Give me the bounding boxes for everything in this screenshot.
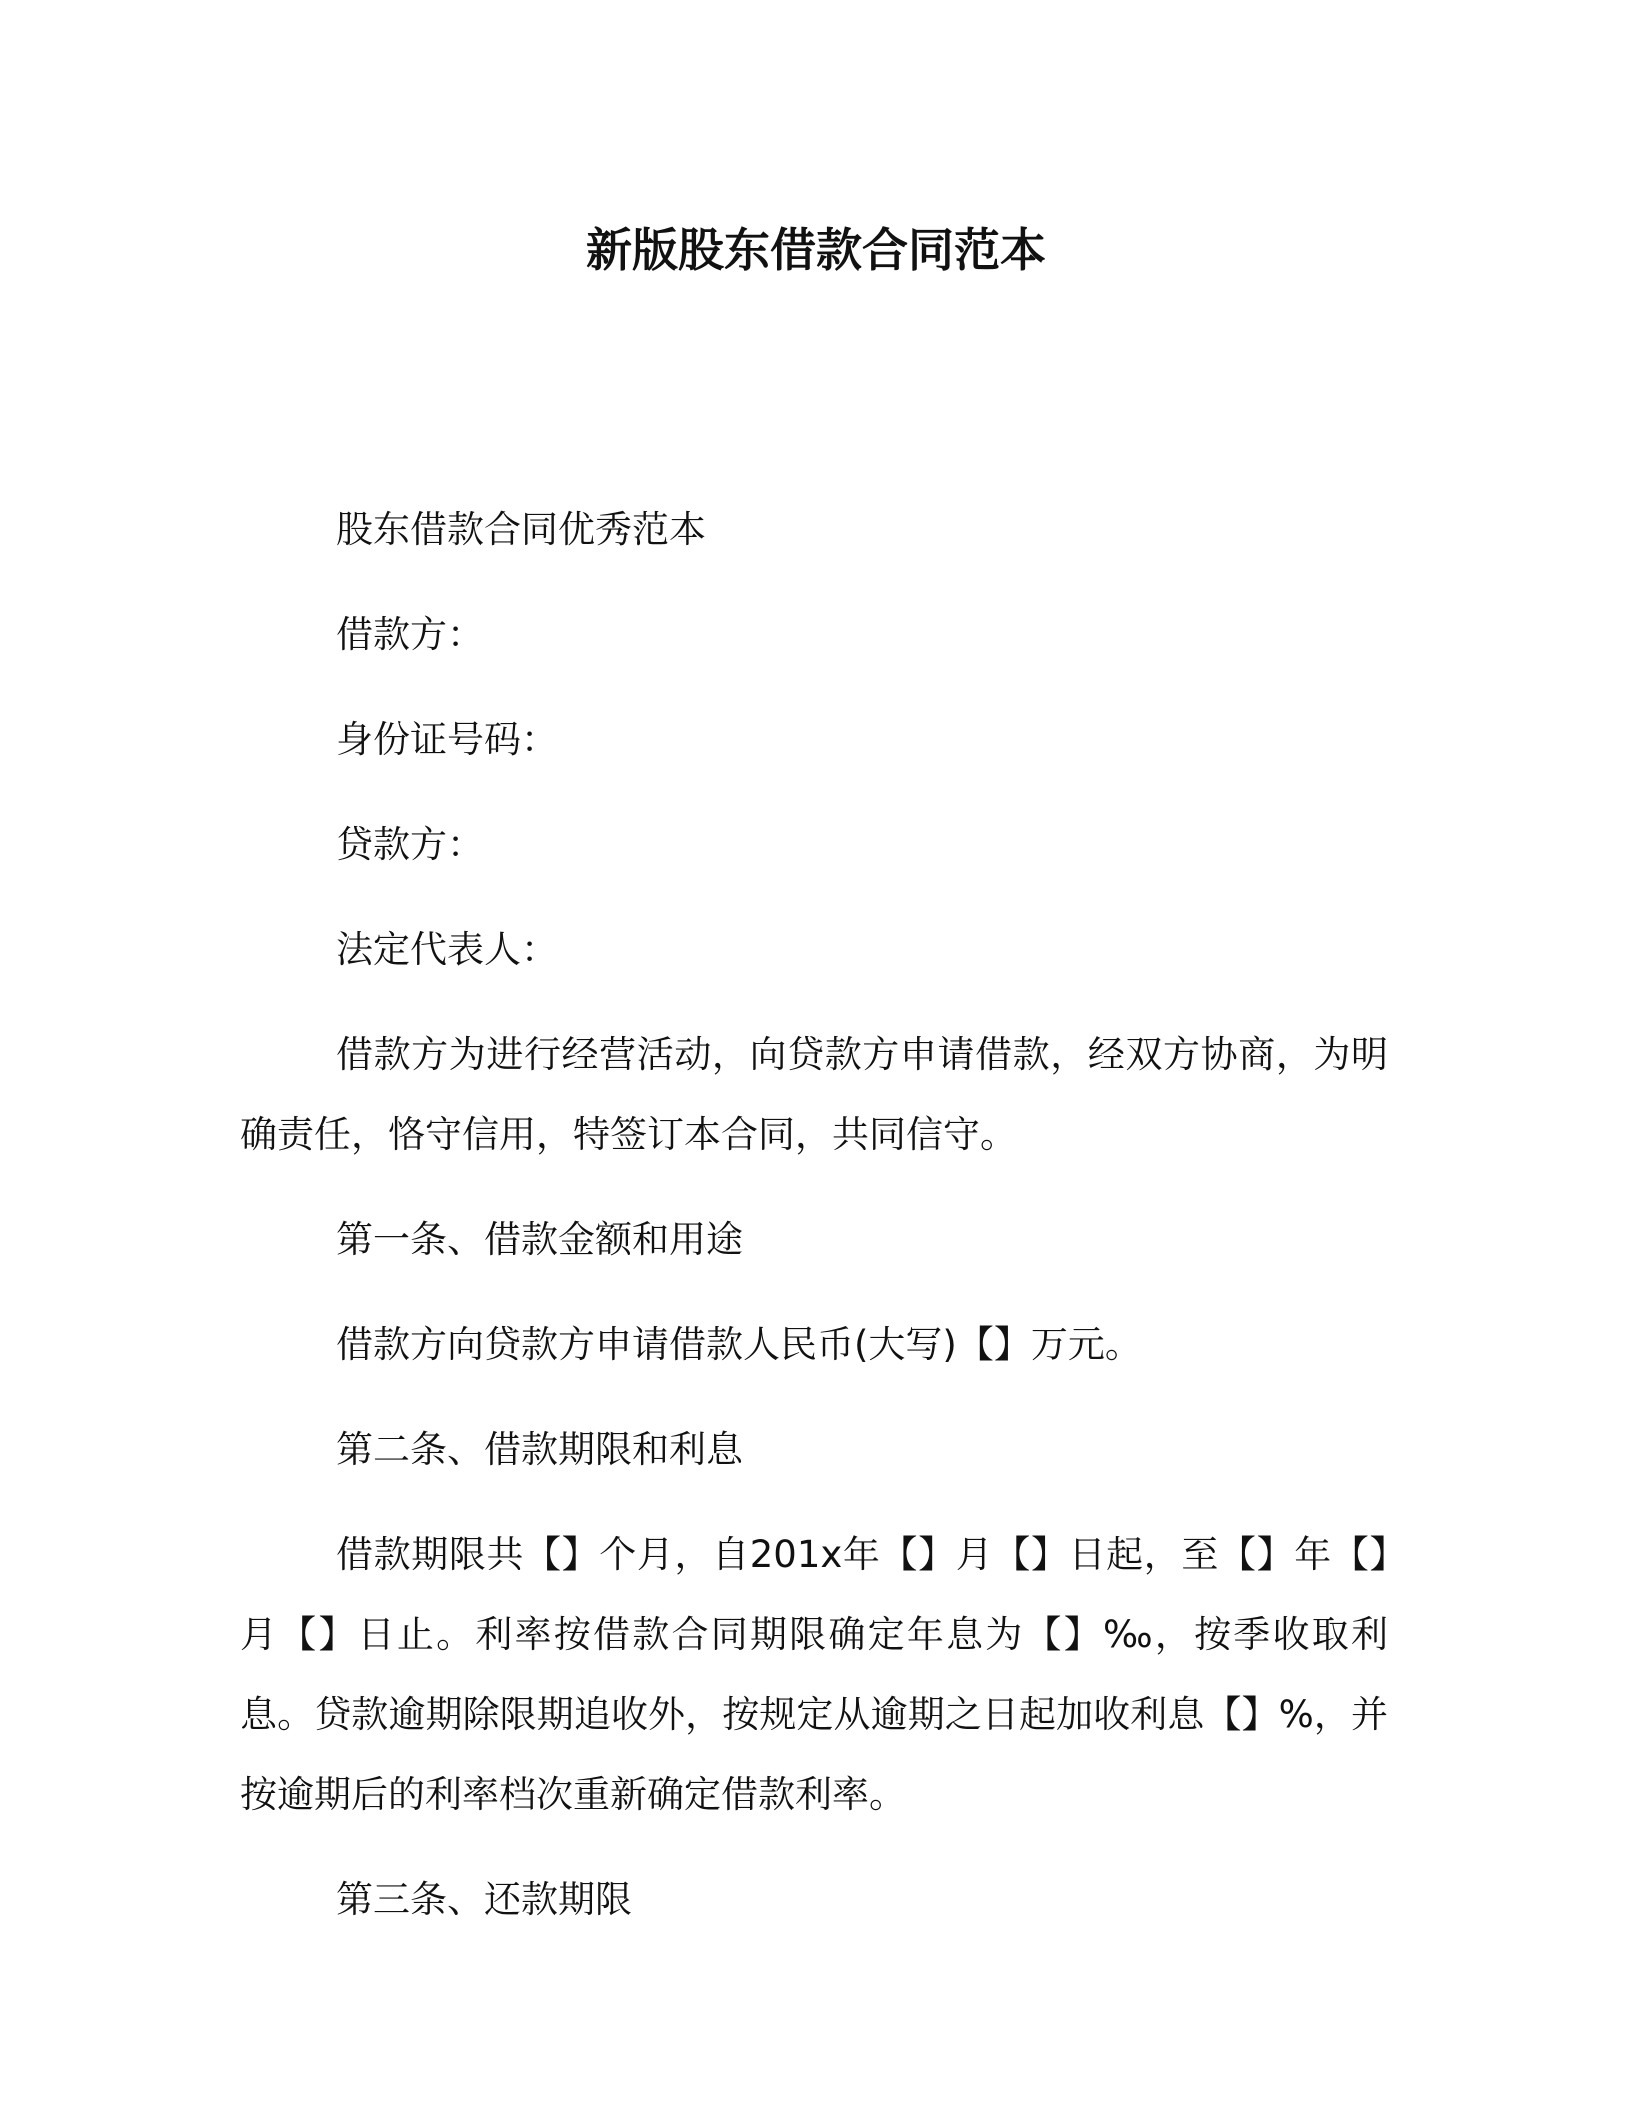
- paragraph-article-1-body: 借款方向贷款方申请借款人民币(大写)【】万元。: [336, 1323, 1142, 1366]
- document-body: [240, 490, 1388, 1965]
- paragraph-preamble: 借款方为进行经营活动，向贷款方申请借款，经双方协商，为明确责任，恪守信用，特签订本合同，共同信守。: [240, 1033, 1388, 1156]
- paragraph-borrower: 借款方：: [336, 613, 484, 656]
- paragraph-lender: 贷款方：: [336, 823, 484, 866]
- paragraph-subtitle: 股东借款合同优秀范本: [336, 508, 706, 551]
- paragraph-article-2-body: 借款期限共【】个月，自201x年【】月【】日起，至【】年【】月【】日止。利率按借款合同期限确定年息为【】‰，按季收取利息。贷款逾期除限期追收外，按规定从逾期之日起加收利息【】%，并按逾期后的利率档次重新确定借款利率。: [240, 1533, 1388, 1816]
- paragraph-legal-representative: 法定代表人：: [336, 928, 558, 971]
- paragraph-id-number: 身份证号码：: [336, 718, 558, 761]
- document-title: 新版股东借款合同范本: [586, 223, 1046, 277]
- paragraph-article-1-heading: 第一条、借款金额和用途: [336, 1218, 743, 1261]
- paragraph-article-3-heading: 第三条、还款期限: [336, 1878, 632, 1921]
- paragraph-article-2-heading: 第二条、借款期限和利息: [336, 1428, 743, 1471]
